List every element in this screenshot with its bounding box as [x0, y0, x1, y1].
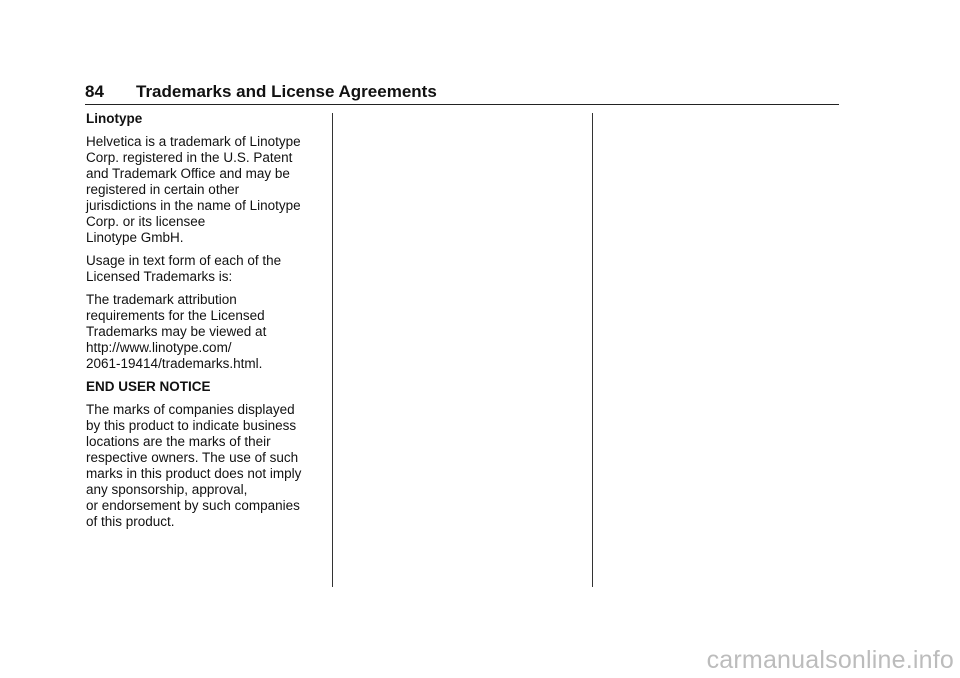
paragraph-helvetica-trademark	[86, 134, 326, 246]
text-line: Corp. registered in the U.S. Patent	[86, 150, 293, 165]
text-line: requirements for the Licensed	[86, 308, 265, 323]
text-line: respective owners. The use of such	[86, 450, 299, 465]
text-line: registered in certain other	[86, 182, 240, 197]
text-line: by this product to indicate business	[86, 418, 297, 433]
text-line: Usage in text form of each of the	[86, 253, 282, 268]
text-line: Helvetica is a trademark of Linotype	[86, 134, 301, 149]
url-text: 2061-19414/trademarks.html.	[86, 356, 263, 371]
paragraph-attribution	[86, 292, 326, 372]
column-divider-1	[332, 113, 333, 587]
paragraph-usage	[86, 253, 326, 285]
text-line: locations are the marks of their	[86, 434, 271, 449]
text-line: Linotype GmbH.	[86, 230, 184, 245]
column-divider-2	[592, 113, 593, 587]
text-line: of this product.	[86, 514, 175, 529]
text-line: or endorsement by such companies	[86, 498, 300, 513]
page-header	[85, 82, 839, 105]
text-line: any sponsorship, approval,	[86, 482, 248, 497]
text-line: Corp. or its licensee	[86, 214, 206, 229]
left-column	[86, 111, 326, 537]
url-text: http://www.linotype.com/	[86, 340, 232, 355]
section-heading-end-user-notice: END USER NOTICE	[86, 379, 211, 394]
text-line: marks in this product does not imply	[86, 466, 302, 481]
page-number: 84	[85, 82, 104, 101]
text-line: The marks of companies displayed	[86, 402, 295, 417]
text-line: Licensed Trademarks is:	[86, 269, 233, 284]
text-line: jurisdictions in the name of Linotype	[86, 198, 301, 213]
page-title: Trademarks and License Agreements	[136, 82, 437, 101]
watermark: carmanualsonline.info	[706, 646, 954, 674]
text-line: and Trademark Office and may be	[86, 166, 290, 181]
section-heading-linotype: Linotype	[86, 111, 143, 126]
paragraph-end-user-notice	[86, 402, 326, 530]
text-line: Trademarks may be viewed at	[86, 324, 267, 339]
text-line: The trademark attribution	[86, 292, 237, 307]
